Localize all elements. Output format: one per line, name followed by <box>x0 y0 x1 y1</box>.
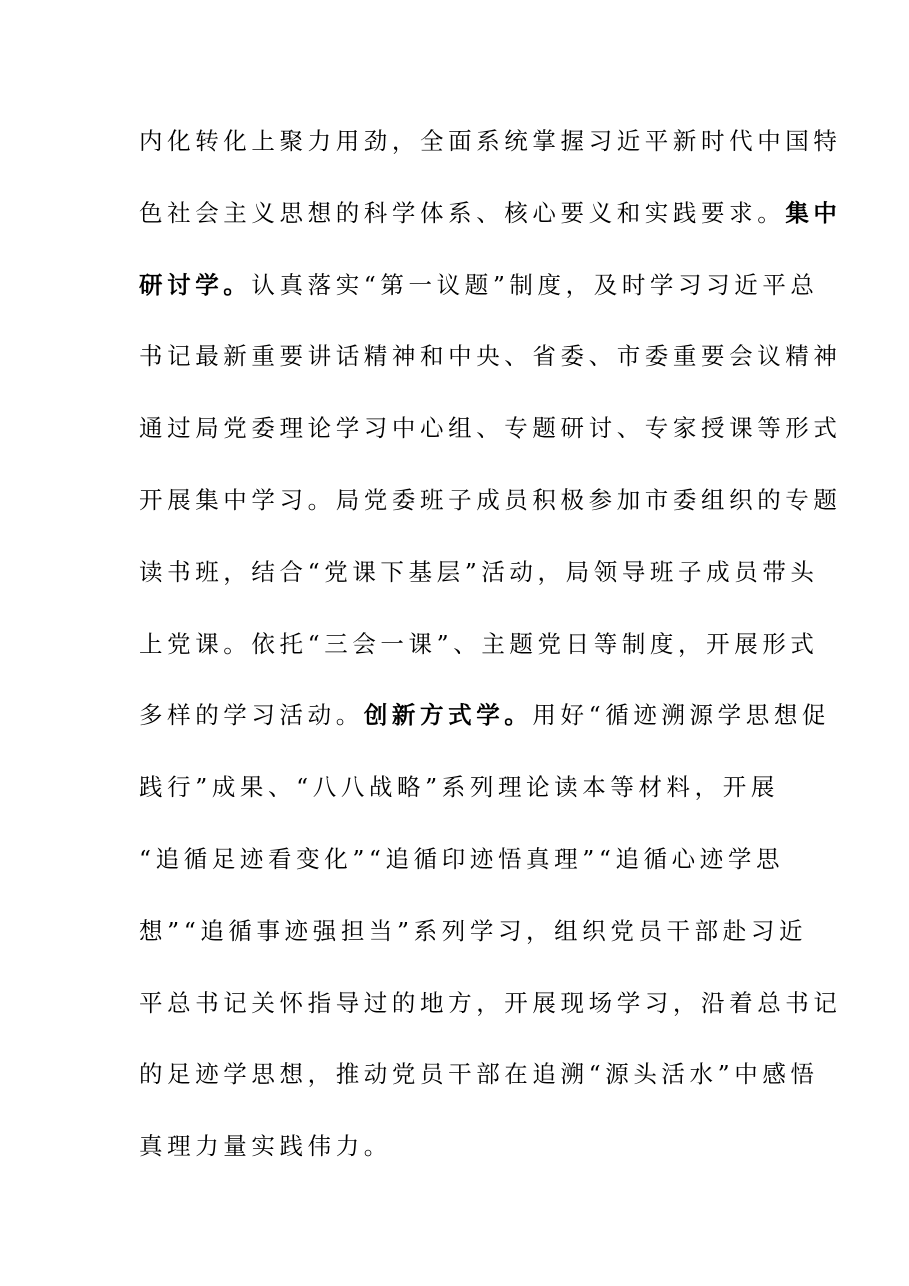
text-run: 践行”成果、“八八战略”系列理论读本等材料，开展 <box>139 773 779 802</box>
text-run: “追循足迹看变化”“追循印迹悟真理”“追循心迹学思 <box>139 844 785 873</box>
text-line <box>139 552 819 624</box>
body-paragraph <box>139 121 842 1198</box>
text-line <box>139 336 842 408</box>
text-run: 书记最新重要讲话精神和中央、省委、市委重要会议精神 <box>139 342 842 371</box>
text-run: 的足迹学思想，推动党员干部在追溯“源头活水”中感悟 <box>139 1060 819 1089</box>
text-line <box>139 408 842 480</box>
text-run: 内化转化上聚力用劲，全面系统掌握习近平新时代中国特 <box>139 127 842 155</box>
text-run: 色社会主义思想的科学体系、核心要义和实践要求。 <box>139 198 786 227</box>
text-run: 读书班，结合“党课下基层”活动，局领导班子成员带头 <box>139 557 819 586</box>
text-line <box>139 911 808 983</box>
bold-heading-run: 集中 <box>785 198 842 227</box>
text-run: 平总书记关怀指导过的地方，开展现场学习，沿着总书记 <box>139 988 842 1017</box>
text-line <box>139 121 842 193</box>
text-run: 通过局党委理论学习中心组、专题研讨、专家授课等形式 <box>139 414 842 443</box>
text-run: 想”“追循事迹强担当”系列学习，组织党员干部赴习近 <box>139 916 808 945</box>
text-run: 用好“循迹溯源学思想促 <box>532 701 831 730</box>
text-line <box>139 983 842 1055</box>
text-line <box>139 1054 819 1126</box>
text-run: 上党课。依托“三会一课”、主题党日等制度，开展形式 <box>139 629 819 658</box>
text-line <box>139 624 819 696</box>
text-run: 真理力量实践伟力。 <box>139 1132 392 1161</box>
text-line <box>139 695 831 767</box>
text-line <box>139 1126 779 1198</box>
text-run: 开展集中学习。局党委班子成员积极参加市委组织的专题 <box>139 485 842 514</box>
bold-heading-run: 创新方式学。 <box>363 701 533 730</box>
text-line <box>139 767 779 839</box>
bold-heading-run: 研讨学。 <box>139 270 252 299</box>
text-line <box>139 839 785 911</box>
text-run: 多样的学习活动。 <box>139 701 364 730</box>
text-line <box>139 480 842 552</box>
text-run: 认真落实“第一议题”制度，及时学习习近平总 <box>251 270 819 299</box>
text-line <box>139 193 842 265</box>
text-line <box>139 265 819 337</box>
